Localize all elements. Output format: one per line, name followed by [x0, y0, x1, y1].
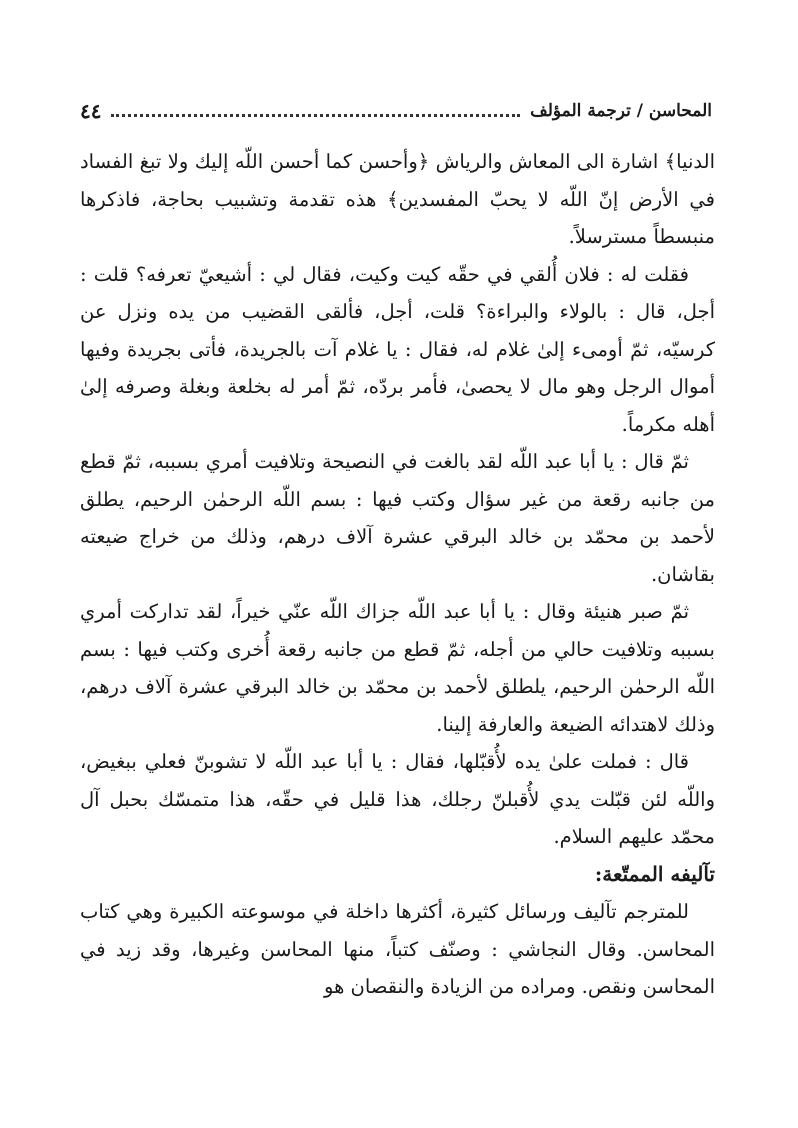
- paragraph: فقلت له : فلان أُلقي في حقّه كيت وكيت، فقال لي : أشيعيّ تعرفه؟ قلت : أجل، قال : بالولاء والبراءة؟ قلت، أجل، فألقى القضيب من يده ونزل عن كرسيّه، ثمّ أومىء إلىٰ غلام له، فقال : يا غلام آت بالجريدة، فأتى بجريدة وفيها أموال الرجل وهو مال لا يحصىٰ، فأمر بردّه، ثمّ أمر له بخلعة وبغلة وصرفه إلىٰ أهله مكرماً.: [80, 262, 715, 436]
- paragraph: ثمّ صبر هنيئة وقال : يا أبا عبد اللّه جزاك اللّه عنّي خيراً، لقد تداركت أمري بسببه وتلافيت حالي من أجله، ثمّ قطع من جانبه رقعة أُخرى وكتب فيها : بسم اللّه الرحمٰن الرحيم، يلطلق لأحمد بن محمّد بن خالد البرقي عشرة آلاف درهم، وذلك لاهتدائه الضيعة والعارفة إلينا.: [80, 600, 715, 736]
- running-header: [80, 95, 712, 127]
- paragraph: الدنيا﴾ اشارة الى المعاش والرياش ﴿وأحسن كما أحسن اللّه إليك ولا تبغ الفساد في الأرض إنّ اللّه لا يحبّ المفسدين﴾ هذه تقدمة وتشبيب بحاجة، فاذكرها منبسطاً مسترسلاً.: [80, 150, 715, 248]
- body-text: [80, 143, 715, 1006]
- paragraph: ثمّ قال : يا أبا عبد اللّه لقد بالغت في النصيحة وتلافيت أمري بسببه، ثمّ قطع من جانبه رقعة من غير سؤال وكتب فيها : بسم اللّه الرحمٰن الرحيم، يطلق لأحمد بن محمّد بن خالد البرقي عشرة آلاف درهم، وذلك من خراج ضيعته بقاشان.: [80, 450, 715, 586]
- running-title: المحاسن / ترجمة المؤلف: [530, 101, 712, 121]
- section-heading: تآليفه الممتّعة:: [594, 861, 715, 886]
- paragraph: قال : فملت علىٰ يده لأُقبّلها، فقال : يا أبا عبد اللّه لا تشوبنّ فعلي ببغيض، واللّه لئن قبّلت يدي لأُقبلنّ رجلك، هذا قليل في حقّه، هذا متمسّك بحبل آل محمّد عليهم السلام.: [80, 750, 715, 848]
- paragraph: للمترجم تآليف ورسائل كثيرة، أكثرها داخلة في موسوعته الكبيرة وهي كتاب المحاسن. وقال النجاشي : وصنّف كتباً، منها المحاسن وغيرها، وقد زيد في المحاسن ونقص. ومراده من الزيادة والنقصان هو: [80, 900, 715, 998]
- leader-dots: [111, 114, 520, 117]
- page-number: ٤٤: [80, 99, 102, 123]
